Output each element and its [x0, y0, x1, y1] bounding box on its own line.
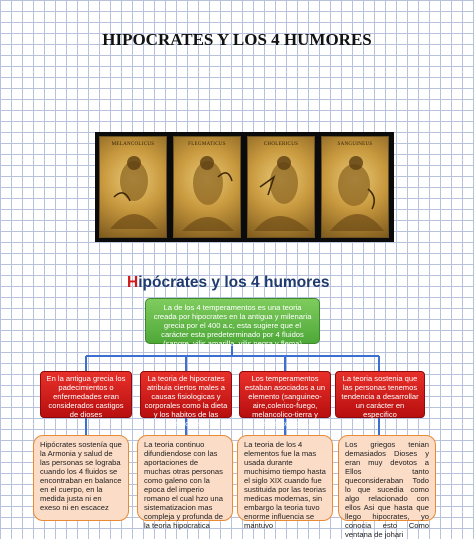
- detail-box-4: Los griegos tenian demasiados Dioses y eran muy devotos a Ellos tanto queconsideraban Todo lo que sucedia como algo relacionado con ellos Asi que hasta que llego hipocrates, yo conocia esto Como ventana de johari: [338, 435, 436, 521]
- subtitle-rest: ipócrates y los 4 humores: [138, 274, 330, 291]
- art-panel-caption: SANGUINEUS: [337, 142, 373, 147]
- page-title: HIPOCRATES Y LOS 4 HUMORES: [102, 30, 372, 49]
- detail-box-3: La teoria de los 4 elementos fue la mas usada durante muchisimo tiempo hasta el siglo XIX cuando fue sustituida por las teorias medicas modernas, sin embargo la teoria tuvo enorme influencia se mantuvo: [237, 435, 333, 521]
- branch-box-1: En la antigua grecia los padecimientos o enfermedades eran considerados castigos de dioses: [40, 371, 132, 418]
- detail-box-2: La teoria continuo difundiendose con las aportaciones de muchas otras personas como galeno con la epoca del imperio romano el cual hzo una sistematizacion mas compleja y profunda de la teoria hipocratica: [137, 435, 233, 521]
- branch-box-4: La teoria sostenia que las personas tenemos tendencia a desarrollar un carácter en especifico: [335, 371, 425, 418]
- art-panel-caption: FLEGMATICUS: [188, 142, 226, 147]
- subtitle-initial: H: [127, 274, 139, 291]
- detail-box-1: Hipócrates sostenía que la Armonia y salud de las personas se lograba cuando los 4 fluidos se encontraban en balance en el cuerpo, en la medida justa ni en exeso ni en escacez: [33, 435, 129, 521]
- branch-box-2: La teoria de hipocrates atribuia ciertos males a causas fisiologicas y corporales como la dieta y los habitos de las personas: [140, 371, 232, 418]
- branch-box-3: Los temperamentos estaban asociados a un elemento (sanguineo-aire,colerico-fuego, melancolico-tierra y flematico-agua): [239, 371, 331, 418]
- art-panel-caption: CHOLERICUS: [263, 142, 299, 147]
- art-panel-caption: MELANCOLICUS: [111, 142, 155, 147]
- root-concept-box: La de los 4 temperamentos es una teoria creada por hipocrates en la antigua y milenaria grecia por el 400 a.c, esta sugiere que el carácter esta predeterminado por 4 fluidos (sangre, vilis amarilla, vilis negra y flema): [145, 298, 320, 344]
